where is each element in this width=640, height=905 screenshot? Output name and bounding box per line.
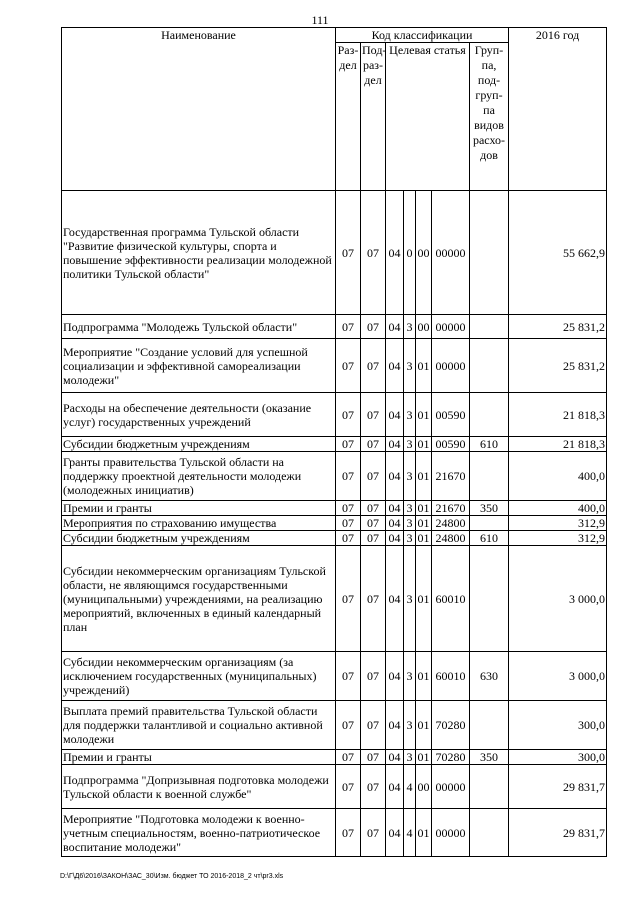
cell-podrazdel: 07: [361, 191, 386, 315]
cell-amount: 3 000,0: [509, 652, 607, 701]
cell-ts1: 04: [386, 516, 404, 531]
cell-group: [470, 809, 509, 857]
cell-ts2: 3: [404, 315, 416, 339]
table-row: [62, 516, 607, 531]
cell-razdel: 07: [336, 437, 361, 452]
cell-ts2: 4: [404, 765, 416, 809]
cell-podrazdel: 07: [361, 339, 386, 393]
cell-ts4: 00590: [432, 437, 470, 452]
cell-ts1: 04: [386, 750, 404, 765]
cell-ts2: 4: [404, 809, 416, 857]
cell-amount: 25 831,2: [509, 339, 607, 393]
cell-name: Подпрограмма "Молодежь Тульской области": [62, 315, 336, 339]
header-name: Наименование: [62, 28, 336, 191]
cell-ts3: 01: [416, 546, 432, 652]
cell-ts3: 01: [417, 501, 430, 515]
table-body: [62, 191, 607, 857]
cell-group: 610: [470, 531, 509, 546]
cell-ts3: 00: [416, 765, 432, 809]
cell-name: Премии и гранты: [62, 750, 336, 765]
table-row: [62, 701, 607, 750]
cell-ts2: 3: [404, 452, 416, 501]
cell-ts1: 04: [386, 393, 404, 437]
cell-razdel: 07: [336, 750, 361, 765]
table-row: [62, 750, 607, 765]
cell-razdel: 07: [336, 809, 361, 857]
cell-ts1: 04: [386, 531, 404, 546]
header-razdel-text: Раз- дел: [337, 43, 359, 72]
cell-ts2: 3: [404, 546, 416, 652]
cell-ts2: 3: [404, 750, 416, 765]
page-number: 111: [311, 13, 329, 27]
cell-razdel: 07: [336, 652, 361, 701]
cell-ts1: 04: [386, 437, 404, 452]
cell-ts3: 01: [417, 437, 430, 451]
cell-amount: 25 831,2: [509, 315, 607, 339]
cell-podrazdel: 07: [361, 437, 386, 452]
table-row: [62, 315, 607, 339]
header-podrazdel: [361, 43, 386, 191]
cell-ts1: 04: [386, 701, 404, 750]
cell-group: 630: [470, 652, 509, 701]
cell-ts4: 21670: [432, 501, 470, 516]
cell-group: [470, 315, 509, 339]
cell-name: Субсидии некоммерческим организациям Тульской области, не являющимся государственными (муниципальными) учреждениями, на реализацию мероприятий, включенных в единый календарный план: [62, 546, 336, 652]
cell-name: Субсидии бюджетным учреждениям: [62, 437, 336, 452]
cell-group: 350: [470, 750, 509, 765]
cell-ts4: 24800: [432, 516, 470, 531]
cell-ts4: 70280: [432, 701, 470, 750]
cell-ts2: 3: [404, 339, 416, 393]
cell-ts1: 04: [386, 546, 404, 652]
cell-group: 350: [470, 501, 509, 516]
table-row: [62, 393, 607, 437]
table-row: [62, 652, 607, 701]
cell-ts3: 01: [416, 652, 432, 701]
cell-group: [470, 339, 509, 393]
cell-group: [470, 452, 509, 501]
cell-ts1: 04: [386, 501, 404, 516]
table-row: [62, 546, 607, 652]
cell-podrazdel: 07: [361, 516, 386, 531]
cell-ts1: 04: [386, 191, 404, 315]
cell-name: Субсидии некоммерческим организациям (за исключением государственных (муниципальных) учреждений): [62, 652, 336, 701]
cell-name: Расходы на обеспечение деятельности (оказание услуг) государственных учреждений: [62, 393, 336, 437]
cell-name: Мероприятие "Подготовка молодежи к военно-учетным специальностям, военно-патриотическое воспитание молодежи": [62, 809, 336, 857]
cell-name: Премии и гранты: [62, 501, 336, 516]
cell-name: Подпрограмма "Допризывная подготовка молодежи Тульской области к военной службе": [62, 765, 336, 809]
cell-ts2: 3: [404, 393, 416, 437]
cell-ts4: 00000: [432, 315, 470, 339]
cell-group: [470, 546, 509, 652]
table-row: [62, 501, 607, 516]
cell-ts1: 04: [386, 652, 404, 701]
cell-podrazdel: 07: [361, 701, 386, 750]
table-row: [62, 339, 607, 393]
cell-amount: 29 831,7: [509, 809, 607, 857]
cell-podrazdel: 07: [361, 452, 386, 501]
cell-ts3: 01: [416, 393, 432, 437]
cell-amount: 312,9: [509, 516, 607, 531]
cell-group: [470, 191, 509, 315]
cell-group: [470, 516, 509, 531]
cell-ts2: 0: [404, 191, 416, 315]
cell-razdel: 07: [336, 765, 361, 809]
cell-ts4: 60010: [432, 546, 470, 652]
cell-ts4: 00590: [432, 393, 470, 437]
table-row: [62, 437, 607, 452]
cell-ts1: 04: [386, 315, 404, 339]
cell-ts3: 01: [417, 531, 430, 545]
cell-amount: 300,0: [509, 701, 607, 750]
cell-ts1: 04: [386, 452, 404, 501]
cell-ts2: 3: [404, 501, 416, 516]
header-year: 2016 год: [509, 28, 607, 191]
cell-ts2: 3: [404, 531, 416, 546]
header-group: [470, 43, 509, 191]
cell-ts2: 3: [404, 437, 416, 452]
header-podrazdel-text: Под- раз- дел: [362, 43, 387, 87]
cell-razdel: 07: [336, 452, 361, 501]
cell-ts4: 24800: [432, 531, 470, 546]
cell-name: Субсидии бюджетным учреждениям: [62, 531, 336, 546]
cell-podrazdel: 07: [361, 531, 386, 546]
cell-ts3: 00: [416, 191, 432, 315]
header-classification-code: Код классификации: [336, 28, 509, 43]
cell-ts4: 00000: [432, 339, 470, 393]
cell-ts3: 01: [416, 809, 432, 857]
cell-podrazdel: 07: [361, 546, 386, 652]
cell-ts3: 01: [417, 750, 430, 764]
cell-razdel: 07: [336, 531, 361, 546]
cell-group: 610: [470, 437, 509, 452]
table-row: [62, 809, 607, 857]
cell-amount: 312,9: [509, 531, 607, 546]
cell-ts3: 01: [416, 701, 432, 750]
cell-ts3: 01: [417, 516, 430, 530]
cell-amount: 300,0: [509, 750, 607, 765]
cell-podrazdel: 07: [361, 765, 386, 809]
cell-razdel: 07: [336, 339, 361, 393]
cell-amount: 29 831,7: [509, 765, 607, 809]
cell-ts1: 04: [386, 339, 404, 393]
table-row: [62, 765, 607, 809]
cell-podrazdel: 07: [361, 393, 386, 437]
cell-ts4: 00000: [432, 765, 470, 809]
cell-ts2: 3: [404, 652, 416, 701]
cell-ts4: 70280: [432, 750, 470, 765]
cell-ts4: 60010: [432, 652, 470, 701]
cell-group: [470, 701, 509, 750]
cell-ts4: 00000: [432, 809, 470, 857]
cell-name: Мероприятия по страхованию имущества: [62, 516, 336, 531]
cell-amount: 21 818,3: [509, 437, 607, 452]
cell-ts4: 00000: [432, 191, 470, 315]
cell-group: [470, 393, 509, 437]
cell-ts3: 00: [416, 315, 432, 339]
cell-ts2: 3: [404, 516, 416, 531]
cell-amount: 400,0: [509, 452, 607, 501]
header-razdel: [336, 43, 361, 191]
cell-ts3: 01: [416, 452, 432, 501]
cell-podrazdel: 07: [361, 652, 386, 701]
cell-podrazdel: 07: [361, 315, 386, 339]
cell-ts3: 01: [416, 339, 432, 393]
cell-ts4: 21670: [432, 452, 470, 501]
header-target-article: Целевая статья: [386, 43, 470, 191]
cell-amount: 400,0: [509, 501, 607, 516]
cell-podrazdel: 07: [361, 750, 386, 765]
cell-amount: 21 818,3: [509, 393, 607, 437]
cell-ts1: 04: [386, 809, 404, 857]
table-row: [62, 452, 607, 501]
cell-ts1: 04: [386, 765, 404, 809]
cell-group: [470, 765, 509, 809]
cell-razdel: 07: [336, 516, 361, 531]
footer-file-path: D:\Г\Д6\2016\ЗАКОН\ЗАС_30\Изм. бюджет ТО 2016-2018_2 чт\pr3.xls: [60, 873, 284, 880]
cell-razdel: 07: [336, 315, 361, 339]
cell-amount: 3 000,0: [509, 546, 607, 652]
cell-razdel: 07: [336, 501, 361, 516]
cell-podrazdel: 07: [361, 501, 386, 516]
cell-name: Государственная программа Тульской области "Развитие физической культуры, спорта и повышение эффективности реализации молодежной политики Тульской области": [62, 191, 336, 315]
cell-name: Мероприятие "Создание условий для успешной социализации и эффективной самореализации молодежи": [62, 339, 336, 393]
table-row: [62, 191, 607, 315]
cell-ts2: 3: [404, 701, 416, 750]
header-group-text: Груп- па, под- груп- па видов расхо- дов: [472, 43, 506, 162]
cell-razdel: 07: [336, 191, 361, 315]
cell-razdel: 07: [336, 393, 361, 437]
cell-name: Гранты правительства Тульской области на поддержку проектной деятельности молодежи (молодежных инициатив): [62, 452, 336, 501]
cell-razdel: 07: [336, 546, 361, 652]
cell-amount: 55 662,9: [509, 191, 607, 315]
budget-table: [61, 27, 607, 857]
cell-razdel: 07: [336, 701, 361, 750]
table-row: [62, 531, 607, 546]
cell-podrazdel: 07: [361, 809, 386, 857]
cell-name: Выплата премий правительства Тульской области для поддержки талантливой и социально активной молодежи: [62, 701, 336, 750]
